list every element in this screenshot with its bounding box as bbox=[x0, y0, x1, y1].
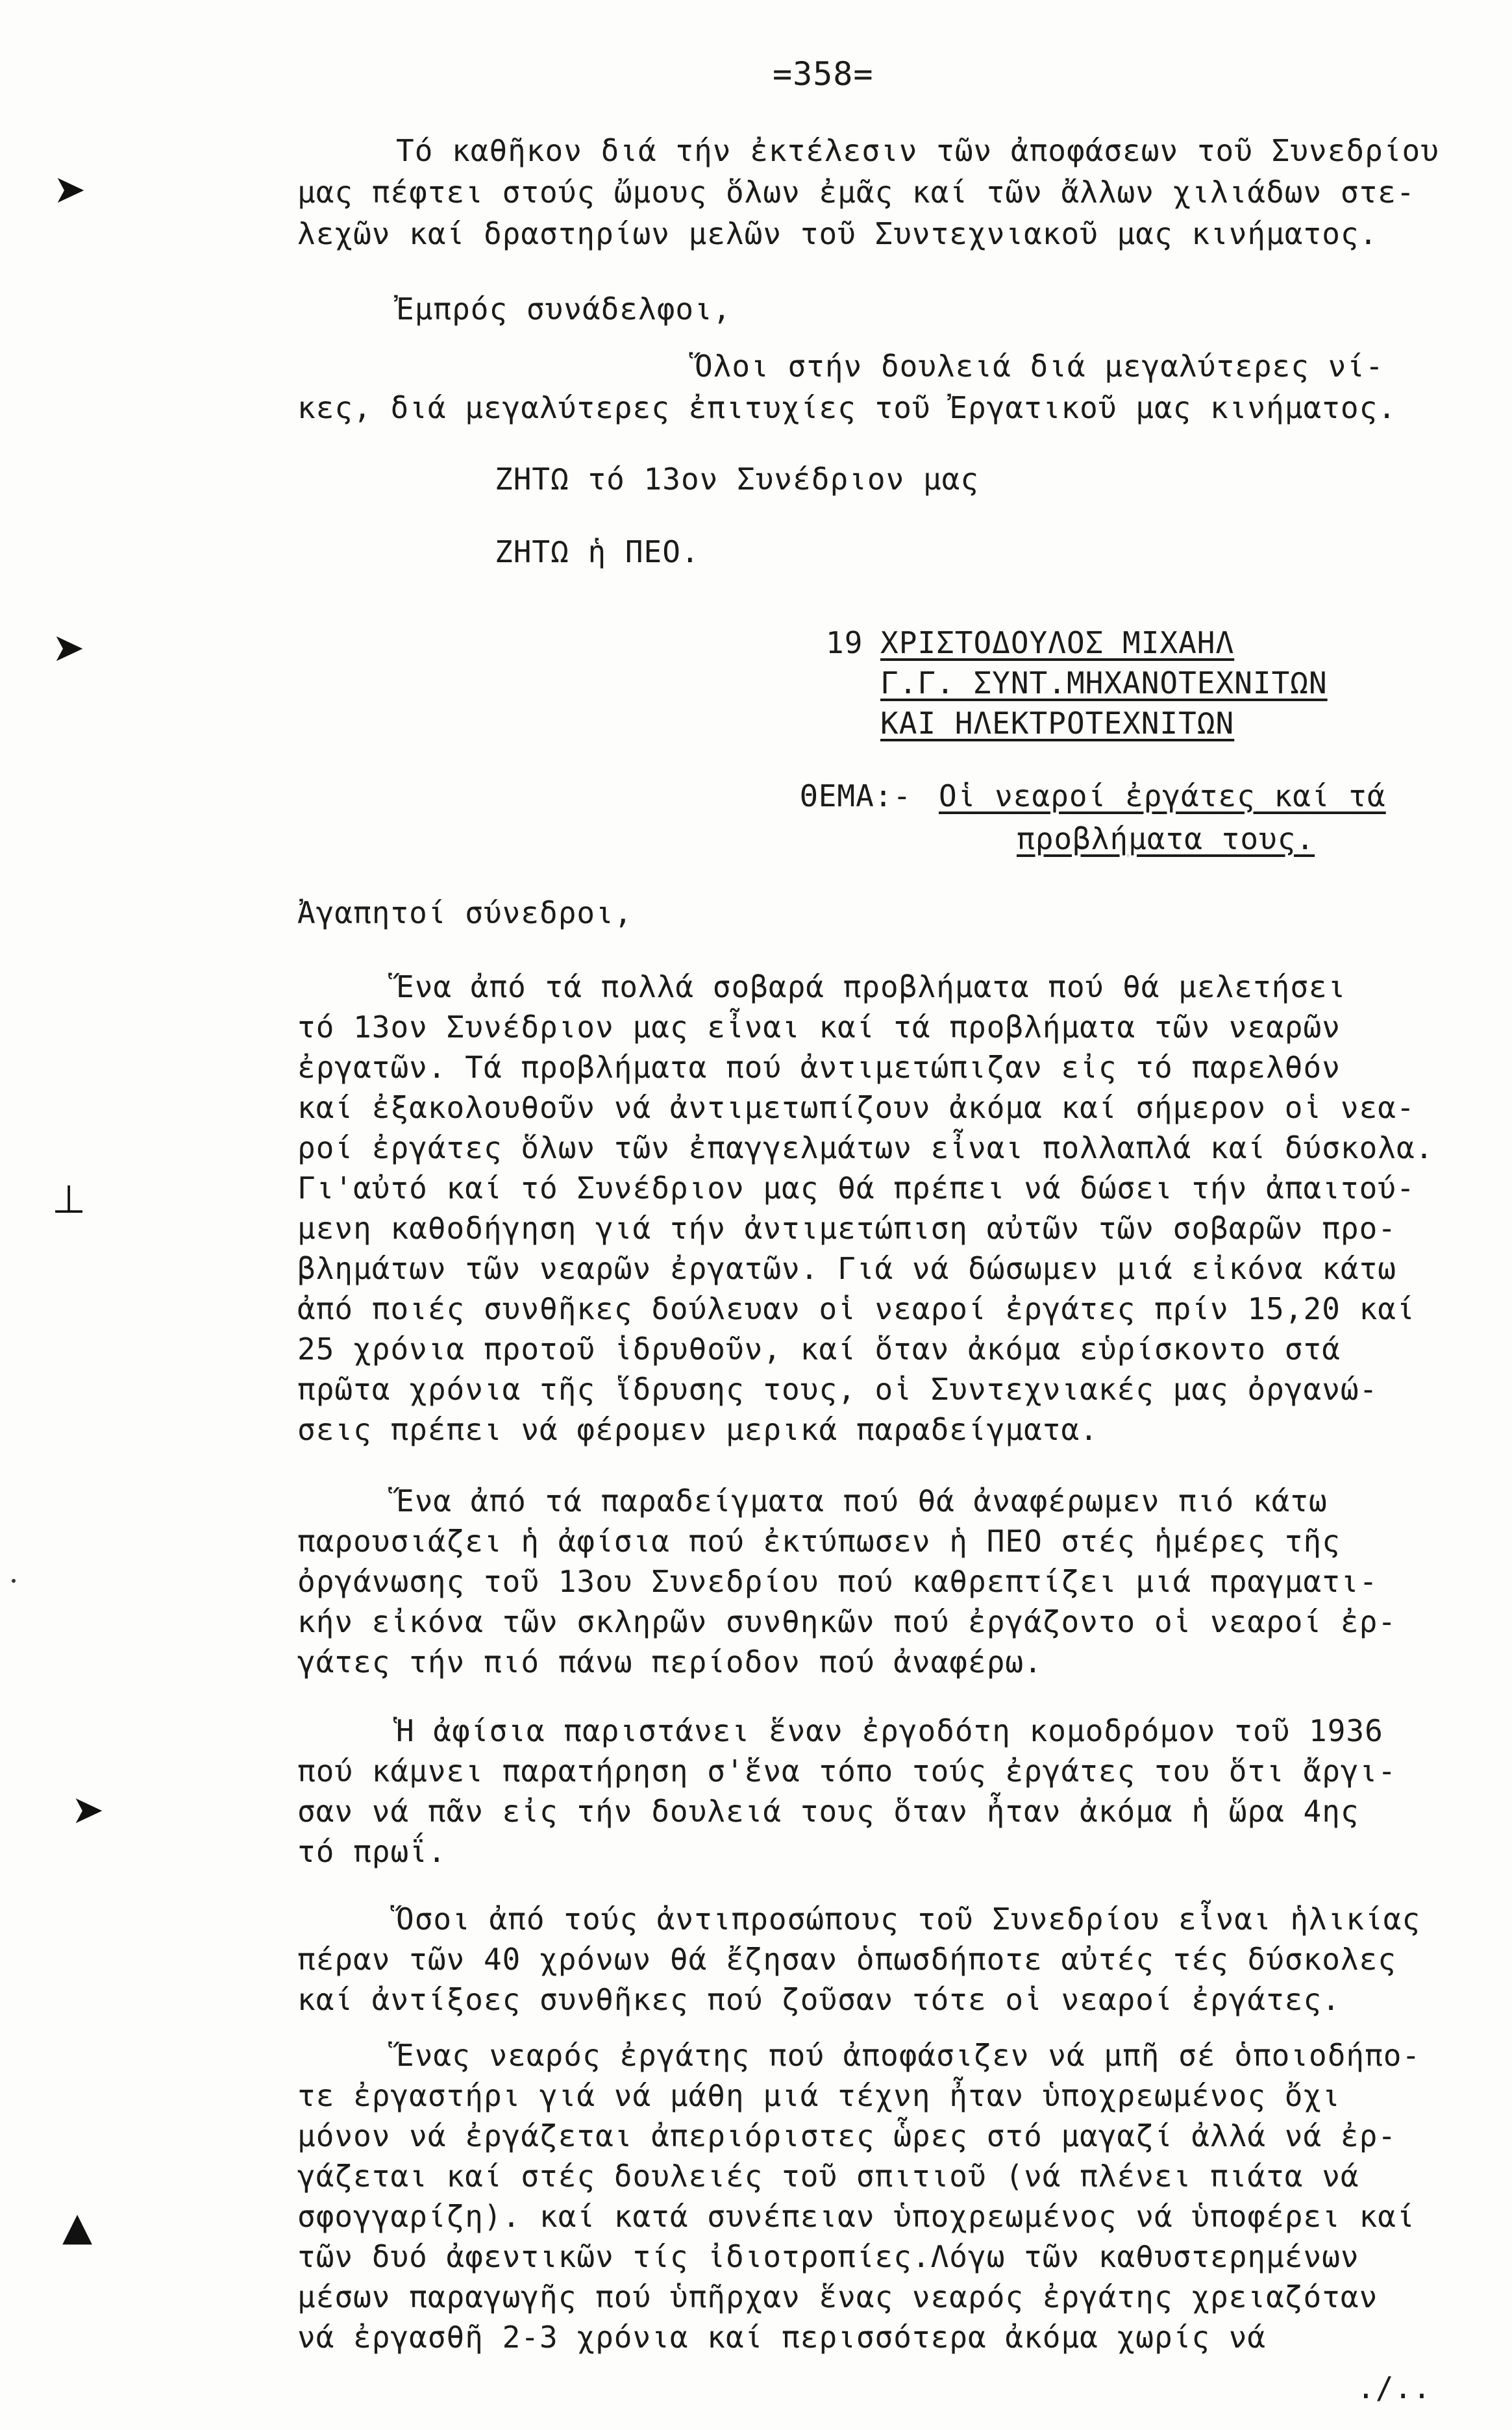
margin-arrow-1: ➤ bbox=[53, 167, 86, 212]
text-line: λεχῶν καί δραστηρίων μελῶν τοῦ Συντεχνιακοῦ μας κινήματος. bbox=[297, 216, 1378, 251]
text-line: μέσων παραγωγῆς πού ὑπῆρχαν ἕνας νεαρός ἐργάτης χρειαζόταν bbox=[297, 2279, 1378, 2314]
page-number: =358= bbox=[773, 55, 874, 93]
theme-title-line1: Οἱ νεαροί ἐργάτες καί τά bbox=[939, 778, 1386, 813]
margin-dot bbox=[12, 1579, 16, 1583]
text-line: γάτες τήν πιό πάνω περίοδον πού ἀναφέρω. bbox=[297, 1644, 1043, 1680]
text-line: σεις πρέπει νά φέρομεν μερικά παραδείγματα. bbox=[297, 1412, 1098, 1447]
text-line: 25 χρόνια προτοῦ ἱδρυθοῦν, καί ὅταν ἀκόμα εὑρίσκοντο στά bbox=[297, 1332, 1341, 1367]
text-line: τό πρωΐ. bbox=[297, 1834, 447, 1869]
text-line: κες, διά μεγαλύτερες ἐπιτυχίες τοῦ Ἐργατικοῦ μας κινήματος. bbox=[297, 390, 1396, 425]
slogan-peo: ΖΗΤΩ ἡ ΠΕΟ. bbox=[495, 534, 700, 569]
text-line: κήν εἰκόνα τῶν σκληρῶν συνθηκῶν πού ἐργάζοντο οἱ νεαροί ἐρ- bbox=[297, 1604, 1396, 1639]
text-line: σφογγαρίζη). καί κατά συνέπειαν ὑποχρεωμένος νά ὑποφέρει καί bbox=[297, 2199, 1415, 2234]
text-line: Ἕνα ἀπό τά παραδείγματα πού θά ἀναφέρωμεν πιό κάτω bbox=[396, 1483, 1328, 1519]
theme-label: ΘΕΜΑ:- bbox=[800, 778, 912, 813]
forward-greeting: Ἐμπρός συνάδελφοι, bbox=[396, 291, 732, 327]
margin-arrow-3: ⊥ bbox=[52, 1177, 86, 1222]
text-line: πρῶτα χρόνια τῆς ἵδρυσης τους, οἱ Συντεχνιακές μας ὀργανώ- bbox=[297, 1372, 1378, 1407]
text-line: Γι'αὐτό καί τό Συνέδριον μας θά πρέπει νά δώσει τήν ἀπαιτού- bbox=[297, 1171, 1415, 1206]
text-line: ὀργάνωσης τοῦ 13ου Συνεδρίου πού καθρεπτίζει μιά πραγματι- bbox=[297, 1564, 1378, 1599]
speaker-number: 19 bbox=[826, 625, 863, 660]
text-line: μας πέφτει στούς ὤμους ὅλων ἐμᾶς καί τῶν ἄλλων χιλιάδων στε- bbox=[297, 175, 1415, 210]
text-line: μενη καθοδήγηση γιά τήν ἀντιμετώπιση αὐτῶν τῶν σοβαρῶν προ- bbox=[297, 1211, 1396, 1246]
text-line: Ὅσοι ἀπό τούς ἀντιπροσώπους τοῦ Συνεδρίου εἶναι ἡλικίας bbox=[396, 1902, 1421, 1937]
text-line: τε ἐργαστήρι γιά νά μάθη μιά τέχνη ἦταν ὑποχρεωμένος ὄχι bbox=[297, 2078, 1341, 2113]
text-line: καί ἀντίξοες συνθῆκες πού ζοῦσαν τότε οἱ νεαροί ἐργάτες. bbox=[297, 1982, 1341, 2017]
text-line: Ὅλοι στήν δουλειά διά μεγαλύτερες νί- bbox=[695, 349, 1384, 384]
text-line: βλημάτων τῶν νεαρῶν ἐργατῶν. Γιά νά δώσωμεν μιά εἰκόνα κάτω bbox=[297, 1251, 1396, 1286]
margin-arrow-4: ➤ bbox=[71, 1787, 105, 1833]
text-line: τῶν δυό ἀφεντικῶν τίς ἰδιοτροπίες.Λόγω τῶν καθυστερημένων bbox=[297, 2239, 1359, 2274]
text-line: ροί ἐργάτες ὅλων τῶν ἐπαγγελμάτων εἶναι πολλαπλά καί δύσκολα. bbox=[297, 1130, 1434, 1165]
text-line: σαν νά πᾶν εἰς τήν δουλειά τους ὅταν ἦταν ἀκόμα ἡ ὥρα 4ης bbox=[297, 1794, 1359, 1829]
text-line: καί ἐξακολουθοῦν νά ἀντιμετωπίζουν ἀκόμα καί σήμερον οἱ νεα- bbox=[297, 1090, 1415, 1125]
margin-arrow-2: ➤ bbox=[52, 625, 85, 671]
text-line: Ἕνας νεαρός ἐργάτης πού ἀποφάσιζεν νά μπῆ σέ ὁποιοδήπο- bbox=[396, 2038, 1421, 2073]
text-line: παρουσιάζει ἡ ἀφίσια πού ἐκτύπωσεν ἡ ΠΕΟ στές ἡμέρες τῆς bbox=[297, 1524, 1341, 1559]
speaker-union: ΚΑΙ ΗΛΕΚΤΡΟΤΕΧΝΙΤΩΝ bbox=[880, 706, 1235, 741]
continuation-mark: ./.. bbox=[1357, 2370, 1431, 2405]
text-line: πού κάμνει παρατήρηση σ'ἕνα τόπο τούς ἐργάτες του ὅτι ἄργι- bbox=[297, 1754, 1396, 1789]
text-line: Τό καθῆκον διά τήν ἐκτέλεσιν τῶν ἀποφάσεων τοῦ Συνεδρίου bbox=[396, 133, 1439, 168]
text-line: Ἕνα ἀπό τά πολλά σοβαρά προβλήματα πού θά μελετήσει bbox=[396, 969, 1346, 1004]
text-line: νά ἐργασθῆ 2-3 χρόνια καί περισσότερα ἀκόμα χωρίς νά bbox=[297, 2320, 1267, 2355]
text-line: γάζεται καί στές δουλειές τοῦ σπιτιοῦ (νά πλένει πιάτα νά bbox=[297, 2159, 1359, 2194]
text-line: πέραν τῶν 40 χρόνων θά ἔζησαν ὁπωσδήποτε αὐτές τές δύσκολες bbox=[297, 1942, 1396, 1977]
text-line: τό 13ον Συνέδριον μας εἶναι καί τά προβλήματα τῶν νεαρῶν bbox=[297, 1010, 1341, 1045]
salutation: Ἀγαπητοί σύνεδροι, bbox=[297, 895, 633, 930]
text-line: Ἡ ἀφίσια παριστάνει ἕναν ἐργοδότη κομοδρόμον τοῦ 1936 bbox=[396, 1713, 1383, 1748]
text-line: μόνον νά ἐργάζεται ἀπεριόριστες ὧρες στό μαγαζί ἀλλά νά ἐρ- bbox=[297, 2118, 1396, 2153]
text-line: ἐργατῶν. Τά προβλήματα πού ἀντιμετώπιζαν εἰς τό παρελθόν bbox=[297, 1050, 1341, 1085]
speaker-name: ΧΡΙΣΤΟΔΟΥΛΟΣ ΜΙΧΑΗΛ bbox=[880, 625, 1235, 660]
slogan-congress: ΖΗΤΩ τό 13ον Συνέδριον μας bbox=[495, 462, 980, 497]
margin-arrow-5: ▲ bbox=[62, 2204, 93, 2250]
speaker-title: Γ.Γ. ΣΥΝΤ.ΜΗΧΑΝΟΤΕΧΝΙΤΩΝ bbox=[880, 665, 1328, 700]
theme-title-line2: προβλήματα τους. bbox=[1017, 821, 1315, 856]
text-line: ἀπό ποιές συνθῆκες δούλευαν οἱ νεαροί ἐργάτες πρίν 15,20 καί bbox=[297, 1291, 1415, 1326]
